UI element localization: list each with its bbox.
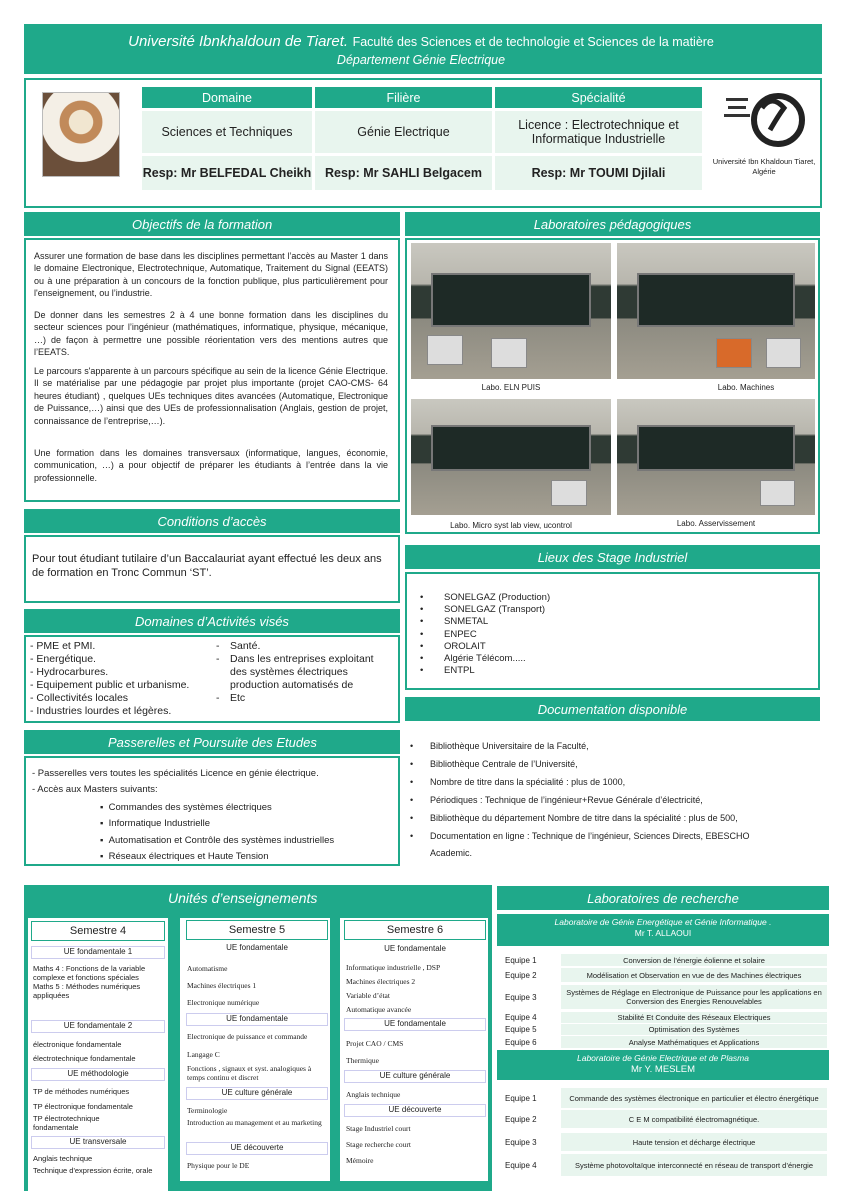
specialite-value: Licence : Electrotechnique et Informatique Industrielle bbox=[495, 111, 702, 153]
ue-item: Langage C bbox=[187, 1050, 220, 1059]
ue-item: Electronique numérique bbox=[187, 998, 260, 1007]
ue-item: Anglais technique bbox=[346, 1090, 401, 1099]
ue-item: TP électronique fondamentale bbox=[33, 1102, 133, 1111]
resp-filiere: Resp: Mr SAHLI Belgacem bbox=[315, 156, 492, 190]
stages-list bbox=[420, 592, 720, 677]
university-name: Université Ibnkhaldoun de Tiaret. bbox=[128, 33, 349, 50]
domaine-item: - Hydrocarbures. bbox=[30, 666, 109, 678]
conditions-text: Pour tout étudiant tutilaire d’un Baccalauriat ayant effectué les deux ans de formation en Tronc Commun ‘ST’. bbox=[32, 553, 382, 579]
ue-label: UE fondamentale bbox=[186, 943, 328, 956]
team-description: Système photovoltaïque interconnecté en réseau de transport d’énergie bbox=[561, 1154, 827, 1176]
stages-title: Lieux des Stage Industriel bbox=[405, 545, 820, 569]
university-logo bbox=[722, 88, 806, 158]
unites-title: Unités d’enseignements bbox=[24, 885, 492, 911]
ue-label: UE culture générale bbox=[186, 1087, 328, 1100]
domaine-item: - Santé. bbox=[216, 640, 261, 652]
team-label: Equipe 2 bbox=[505, 1114, 537, 1124]
resp-specialite: Resp: Mr TOUMI Djilali bbox=[495, 156, 702, 190]
conditions-title: Conditions d’accès bbox=[24, 509, 400, 533]
ue-label: UE fondamentale 2 bbox=[31, 1020, 165, 1033]
doc-item: • Bibliothèque Universitaire de la Faculté, bbox=[406, 737, 820, 755]
team-label: Equipe 2 bbox=[505, 970, 537, 980]
team-description: Optimisation des Systèmes bbox=[561, 1024, 827, 1035]
objectifs-p4: Une formation dans les domaines transversaux (informatique, langues, économie, communication, …) a pour objectif de préparer les étudiants à l’entrée dans la vie professionnelle. bbox=[34, 448, 388, 483]
stage-item: • ENTPL bbox=[420, 665, 720, 677]
documentation-title: Documentation disponible bbox=[405, 697, 820, 721]
portrait-image bbox=[42, 92, 120, 177]
ue-items: Maths 4 : Fonctions de la variable complexe et fonctions spéciales Maths 5 : Méthodes numériques appliquées bbox=[33, 964, 146, 1000]
documentation-list bbox=[406, 737, 820, 845]
domaines-right-list bbox=[216, 640, 388, 705]
ue-item: Technique d'expression écrite, orale bbox=[33, 1166, 153, 1175]
ue-label: UE méthodologie bbox=[31, 1068, 165, 1081]
ue-item: Electronique de puissance et commande bbox=[187, 1032, 308, 1041]
team-label: Equipe 4 bbox=[505, 1160, 537, 1170]
ue-item: Machines électriques 1 bbox=[187, 981, 257, 990]
faculty-name: Faculté des Sciences et de technologie et Sciences de la matière bbox=[352, 35, 714, 49]
master-item: ▪ Commandes des systèmes électriques bbox=[100, 802, 272, 813]
lab2-director: Mr Y. MESLEM bbox=[630, 1064, 696, 1075]
master-item: ▪ Réseaux électriques et Haute Tension bbox=[100, 850, 269, 862]
ue-item: Automatisme bbox=[187, 964, 228, 973]
ue-item: Fonctions , signaux et syst. analogiques à temps continu et discret bbox=[187, 1064, 312, 1082]
doc-item: • Bibliothèque Centrale de l’Université, bbox=[406, 755, 820, 773]
stage-item: • Algérie Télécom..... bbox=[420, 653, 720, 665]
lab2-header bbox=[497, 1050, 829, 1080]
doc-item: • Documentation en ligne : Technique de l’ingénieur, Sciences Directs, EBESCHO bbox=[406, 827, 820, 845]
ue-label: UE découverte bbox=[186, 1142, 328, 1155]
ue-item: Mémoire bbox=[346, 1156, 374, 1165]
ue-item: Terminologie bbox=[187, 1106, 228, 1115]
semestre-6-title: Semestre 6 bbox=[344, 920, 486, 940]
team-description: Conversion de l’énergie éolienne et solaire bbox=[561, 954, 827, 966]
ue-label: UE fondamentale bbox=[344, 944, 486, 957]
filiere-value: Génie Electrique bbox=[315, 111, 492, 153]
domaine-item: - Etc bbox=[216, 692, 246, 704]
domaine-item: - Dans les entreprises exploitant des systèmes électriques production automatisés de bbox=[216, 653, 374, 691]
lab-label-machines: Labo. Machines bbox=[717, 383, 775, 392]
passerelles-line2: - Accès aux Masters suivants: bbox=[32, 784, 158, 795]
labs-title: Laboratoires pédagogiques bbox=[405, 212, 820, 236]
ue-item: Informatique industrielle , DSP bbox=[346, 963, 441, 972]
ue-item: Projet CAO / CMS bbox=[346, 1039, 404, 1048]
doc-item: • Bibliothèque du département Nombre de titre dans la spécialité : plus de 500, bbox=[406, 809, 820, 827]
ue-item: Automatique avancée bbox=[346, 1005, 412, 1014]
department-name: Département Génie Electrique bbox=[336, 53, 506, 67]
ue-item: Thermique bbox=[346, 1056, 379, 1065]
objectifs-p3: Le parcours s'apparente à un parcours spécifique au sein de la licence Génie Electrique. Il se matérialise par une pédagogie par projet plus importante (projet CAO-CMS- 64 heures étudiant) , quelques UEs techniques dites avancées (Automatique, Electronique de Puissance,…) ainsi que des UEs de professionnalisation (Anglais, gestion de projet, connaissance de l’entreprise,…). bbox=[34, 366, 388, 426]
masters-list bbox=[100, 800, 334, 865]
doc-item: • Nombre de titre dans la spécialité : plus de 1000, bbox=[406, 773, 820, 791]
ue-item: Stage Industriel court bbox=[346, 1124, 411, 1133]
ue-item: TP électrotechnique fondamentale bbox=[33, 1114, 100, 1132]
team-description: Systèmes de Réglage en Electronique de Puissance pour les applications en Conversion des Energies Renouvelables bbox=[561, 985, 827, 1009]
ue-item: Anglais technique bbox=[33, 1154, 93, 1163]
stage-item: • ENPEC bbox=[420, 629, 720, 641]
lab1-header bbox=[497, 914, 829, 946]
team-description: Haute tension et décharge électrique bbox=[561, 1133, 827, 1151]
lab-label-asservissement: Labo. Asservissement bbox=[676, 519, 756, 528]
stage-item: • SONELGAZ (Transport) bbox=[420, 604, 720, 616]
lab-photo-micro bbox=[411, 399, 611, 515]
team-label: Equipe 3 bbox=[505, 992, 537, 1002]
semestre-4-title: Semestre 4 bbox=[31, 921, 165, 941]
recherche-title: Laboratoires de recherche bbox=[497, 886, 829, 910]
logo-caption: Université Ibn Khaldoun Tiaret, Algérie bbox=[712, 157, 816, 176]
passerelles-line1: - Passerelles vers toutes les spécialités Licence en génie électrique. bbox=[32, 768, 319, 779]
team-description: Stabilité Et Conduite des Réseaux Electriques bbox=[561, 1012, 827, 1023]
ue-label: UE fondamentale 1 bbox=[31, 946, 165, 959]
objectifs-title: Objectifs de la formation bbox=[24, 212, 400, 236]
ue-label: UE transversale bbox=[31, 1136, 165, 1149]
team-label: Equipe 5 bbox=[505, 1025, 537, 1034]
header-line-1 bbox=[0, 33, 842, 51]
lab-photo-asservissement bbox=[617, 399, 815, 515]
domaines-title: Domaines d’Activités visés bbox=[24, 609, 400, 633]
lab2-name: Laboratoire de Génie Electrique et de Plasma bbox=[577, 1053, 749, 1063]
domaine-item: - Equipement public et urbanisme. bbox=[30, 679, 190, 691]
ue-item: Introduction au management et au marketing bbox=[187, 1118, 322, 1127]
doc-item: • Périodiques : Technique de l’ingénieur+Revue Générale d’électricité, bbox=[406, 791, 820, 809]
team-description: C E M compatibilité électromagnétique. bbox=[561, 1110, 827, 1128]
domaines-left-list bbox=[30, 640, 220, 718]
master-item: ▪ Informatique Industrielle bbox=[100, 818, 211, 830]
ue-label: UE découverte bbox=[344, 1104, 486, 1117]
ue-item: Machines électriques 2 bbox=[346, 977, 416, 986]
team-description: Commande des systèmes électronique en particulier et électro énergétique bbox=[561, 1088, 827, 1108]
lab-label-eln: Labo. ELN PUIS bbox=[481, 383, 541, 392]
objectifs-p1: Assurer une formation de base dans les disciplines permettant l’accès au Master 1 dans le domaine Electronique, Electrotechnique, Automatique, Traitement du Signal (EEATS) ou à une préparation à un concours de la fonction publique, plus particulièrement pour l'enseignement, ou l’industrie. bbox=[34, 251, 388, 299]
lab1-director: Mr T. ALLAOUI bbox=[634, 928, 692, 938]
ue-item: électronique fondamentale bbox=[33, 1040, 122, 1049]
resp-domaine: Resp: Mr BELFEDAL Cheikh bbox=[142, 156, 312, 190]
team-label: Equipe 1 bbox=[505, 955, 537, 965]
master-item: ▪ Automatisation et Contrôle des systèmes industrielles bbox=[100, 834, 335, 846]
lab-photo-eln bbox=[411, 243, 611, 379]
col-header-domaine: Domaine bbox=[142, 87, 312, 108]
stage-item: • SONELGAZ (Production) bbox=[420, 592, 720, 604]
doc-tail: Academic. bbox=[430, 848, 473, 858]
col-header-specialite: Spécialité bbox=[495, 87, 702, 108]
semestre-5-title: Semestre 5 bbox=[186, 920, 328, 940]
stage-item: • OROLAIT bbox=[420, 641, 720, 653]
passerelles-title: Passerelles et Poursuite des Etudes bbox=[24, 730, 400, 754]
ue-label: UE fondamentale bbox=[344, 1018, 486, 1031]
team-label: Equipe 6 bbox=[505, 1037, 537, 1047]
team-label: Equipe 1 bbox=[505, 1093, 537, 1103]
lab1-name: Laboratoire de Génie Energétique et Génie Informatique . bbox=[554, 917, 772, 927]
ue-item: Stage recherche court bbox=[346, 1140, 411, 1149]
ue-item: électrotechnique fondamentale bbox=[33, 1054, 136, 1063]
team-label: Equipe 3 bbox=[505, 1137, 537, 1147]
lab-photo-machines bbox=[617, 243, 815, 379]
stage-item: • SNMETAL bbox=[420, 616, 720, 628]
team-description: Modélisation et Observation en vue de des Machines électriques bbox=[561, 968, 827, 982]
ue-label: UE fondamentale bbox=[186, 1013, 328, 1026]
ue-label: UE culture générale bbox=[344, 1070, 486, 1083]
domaine-value: Sciences et Techniques bbox=[142, 111, 312, 153]
objectifs-p2: De donner dans les semestres 2 à 4 une bonne formation dans les disciplines du secteur sciences pour l’ingénieur (mathématiques, informatique, physique, mécanique, …) de façon à permettre une possible réorientation vers des mentions autres que l’EEATS. bbox=[34, 310, 388, 358]
domaine-item: - PME et PMI. bbox=[30, 640, 96, 652]
ue-item: Physique pour le DE bbox=[187, 1161, 250, 1170]
domaine-item: - Collectivités locales bbox=[30, 692, 129, 704]
ue-item: Variable d’état bbox=[346, 991, 390, 1000]
domaine-item: - Energétique. bbox=[30, 653, 96, 665]
ue-item: TP de méthodes numériques bbox=[33, 1087, 130, 1096]
lab-label-micro: Labo. Micro syst lab view, ucontrol bbox=[450, 521, 572, 530]
col-header-filiere: Filière bbox=[315, 87, 492, 108]
team-description: Analyse Mathématiques et Applications bbox=[561, 1036, 827, 1048]
domaine-item: - Industries lourdes et légères. bbox=[30, 705, 172, 717]
team-label: Equipe 4 bbox=[505, 1013, 537, 1022]
